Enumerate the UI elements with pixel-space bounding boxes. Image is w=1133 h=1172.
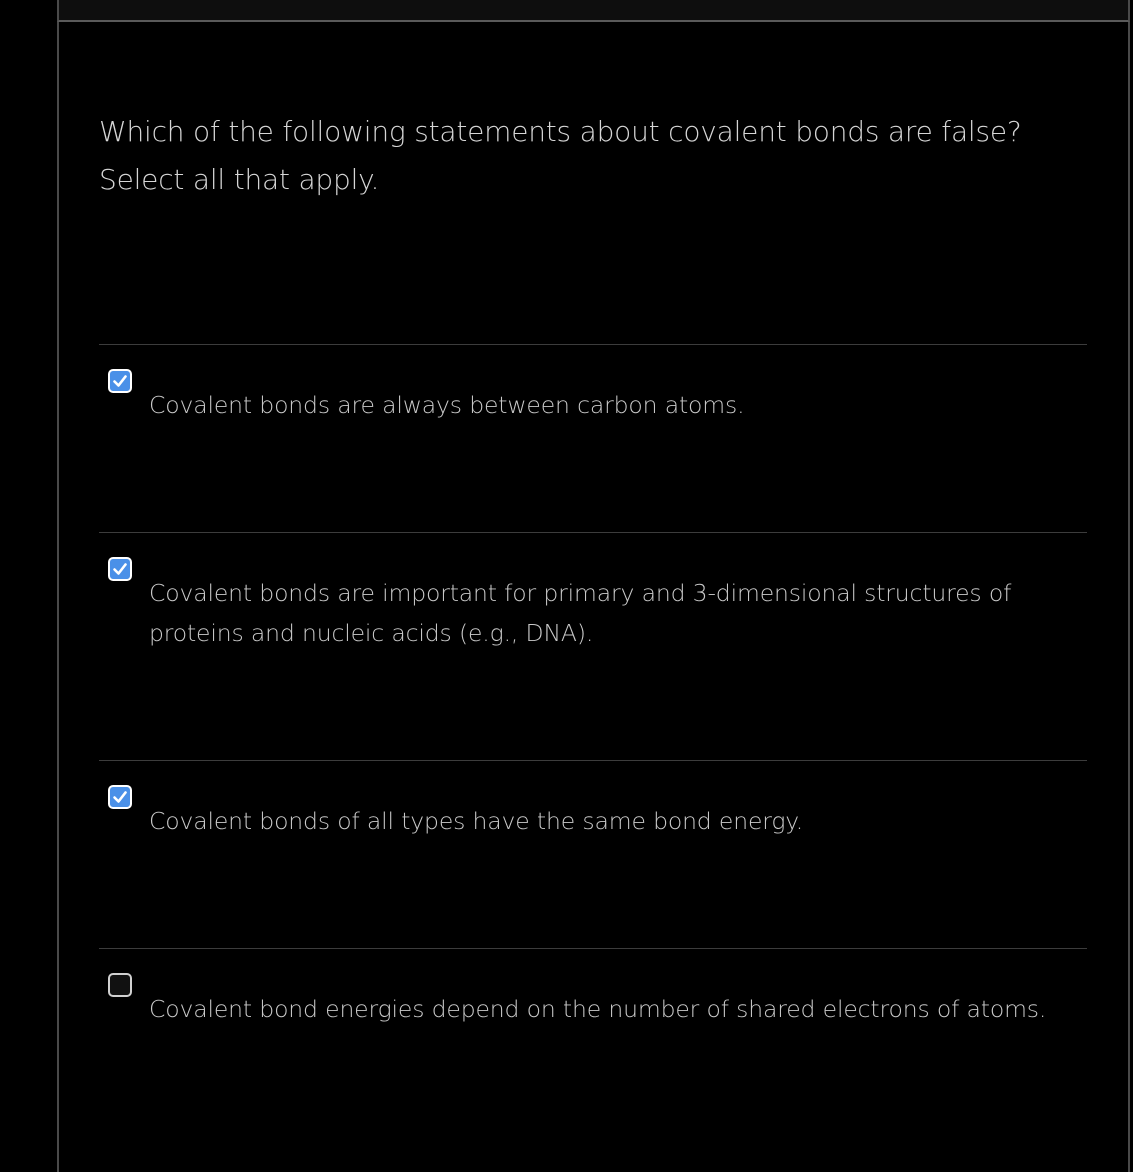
question-prompt — [99, 108, 1089, 204]
option-label: Covalent bond energies depend on the number of shared electrons of atoms. — [149, 995, 1047, 1023]
checkmark-icon — [112, 789, 128, 805]
checkmark-icon — [112, 373, 128, 389]
checkbox-option-4[interactable] — [108, 973, 132, 997]
top-strip — [57, 0, 1130, 22]
option-label: Covalent bonds are important for primary and 3-dimensional structures of proteins and nucleic acids (e.g., DNA). — [149, 579, 1012, 647]
question-instruction: Select all that apply. — [99, 163, 380, 196]
checkmark-icon — [112, 561, 128, 577]
question-text: Which of the following statements about covalent bonds are false? — [99, 115, 1022, 148]
question-panel — [57, 22, 1130, 1172]
answer-option-2[interactable] — [99, 532, 1087, 759]
option-label: Covalent bonds are always between carbon atoms. — [149, 391, 745, 419]
answer-option-3[interactable] — [99, 760, 1087, 947]
option-label: Covalent bonds of all types have the same bond energy. — [149, 807, 804, 835]
checkbox-option-3[interactable] — [108, 785, 132, 809]
checkbox-option-2[interactable] — [108, 557, 132, 581]
answer-option-4[interactable] — [99, 948, 1087, 1149]
answer-option-1[interactable] — [99, 344, 1087, 531]
checkbox-option-1[interactable] — [108, 369, 132, 393]
